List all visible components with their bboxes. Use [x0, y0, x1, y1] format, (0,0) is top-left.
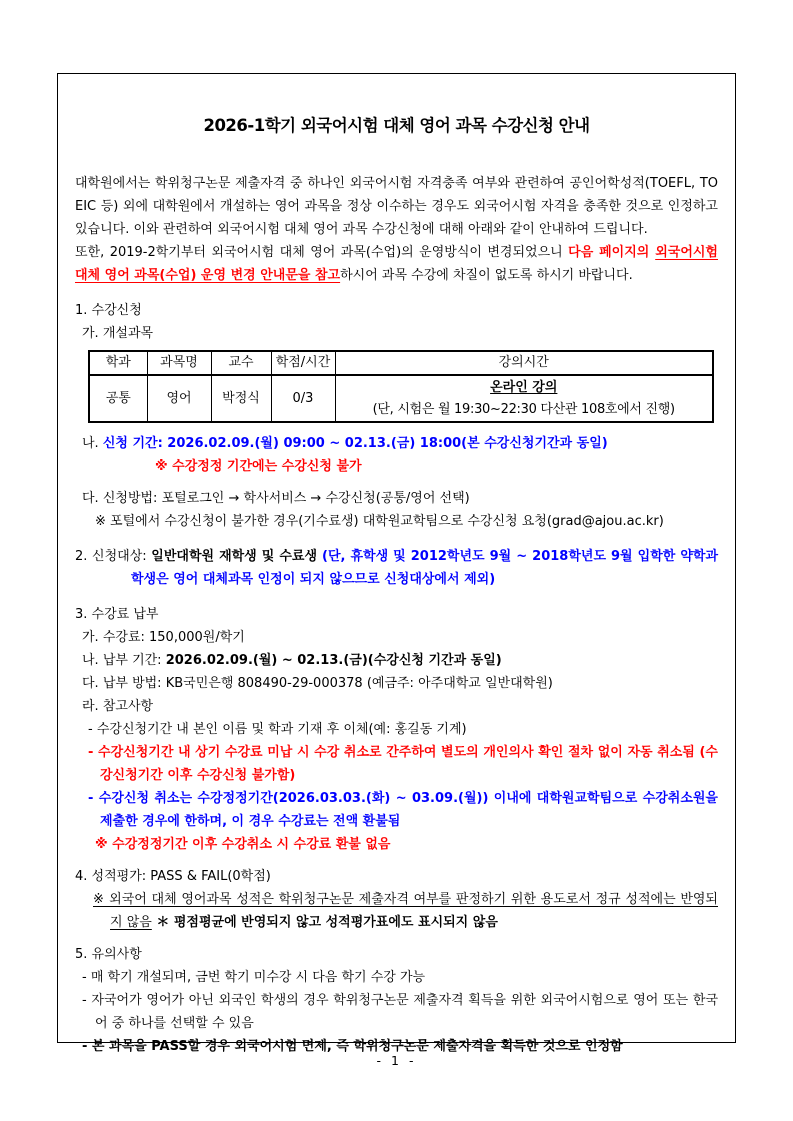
- section4-note-underlined: ※ 외국어 대체 영어과목 성적은 학위청구논문 제출자격 여부를 판정하기 위한 용도로서 정규 성적에는 반영되지 않음: [93, 892, 718, 930]
- section4-note-bold: ＊ 평점평균에 반영되지 않고 성적평가표에도 표시되지 않음: [151, 915, 498, 930]
- section3-note-1: - 수강신청기간 내 본인 이름 및 학과 기재 후 이체(예: 홍길동 기계): [88, 722, 467, 737]
- section3-sub-c: 다. 납부 방법: KB국민은행 808490-29-000378 (예금주: 아주대학교 일반대학원): [82, 676, 553, 691]
- section1-sub-b-label: 나.: [82, 436, 103, 451]
- section2-target: 일반대학원 재학생 및 수료생: [151, 549, 323, 564]
- document-border: [57, 73, 736, 1054]
- col-header-credit-hours: 학점/시간: [271, 351, 335, 375]
- section3-note-3: - 수강신청 취소는 수강정정기간(2026.03.03.(화) ~ 03.09.(월)) 이내에 대학원교학팀으로 수강취소원을 제출한 경우에 한하며, 이 경우 수강료는 전액 환불됨: [88, 791, 718, 829]
- section1-sub-c: 다. 신청방법: 포털로그인 → 학사서비스 → 수강신청(공통/영어 선택): [82, 491, 470, 506]
- intro-paragraph-2-tail: 하시어 과목 수강에 차질이 없도록 하시기 바랍니다.: [340, 268, 633, 283]
- section3-sub-b-label: 나. 납부 기간:: [82, 653, 166, 668]
- section2-exclusion: (단, 휴학생 및 2012학년도 9월 ~ 2018학년도 9월 입학한 약학과 학생은 영어 대체과목 인정이 되지 않으므로 신청대상에서 제외): [131, 549, 718, 587]
- section1-sub-c-note: ※ 포털에서 수강신청이 불가한 경우(기수료생) 대학원교학팀으로 수강신청 요청(grad@ajou.ac.kr): [95, 514, 664, 529]
- cell-credit-hours: 0/3: [271, 375, 335, 422]
- section5-item-1: - 매 학기 개설되며, 금번 학기 미수강 시 다음 학기 수강 가능: [82, 970, 426, 985]
- section4-note: [75, 888, 718, 934]
- section3-note-4: ※ 수강정정기간 이후 수강취소 시 수강료 환불 없음: [95, 837, 391, 852]
- intro-paragraph-2-highlight: 다음 페이지의: [568, 245, 656, 260]
- intro-paragraph-1: 대학원에서는 학위청구논문 제출자격 중 하나인 외국어시험 자격충족 여부와 관련하여 공인어학성적(TOEFL, TOEIC 등) 외에 대학원에서 개설하는 영어 과목을 정상 이수하는 경우도 외국어시험 자격을 충족한 것으로 인정하고 있습니다. 이와 관련하여 외국어시험 대체 영어 과목 수강신청에 대해 아래와 같이 안내하여 드립니다.: [75, 176, 718, 237]
- section2-eligibility: [75, 545, 718, 591]
- lecture-time-main: 온라인 강의: [490, 380, 558, 395]
- section1-heading: 1. 수강신청: [75, 303, 142, 318]
- col-header-department: 학과: [89, 351, 147, 375]
- cell-professor: 박정식: [211, 375, 271, 422]
- section2-prefix: 2. 신청대상:: [75, 549, 152, 564]
- col-header-lecture-time: 강의시간: [335, 351, 713, 375]
- payment-period: 2026.02.09.(월) ~ 02.13.(금)(수강신청 기간과 동일): [165, 653, 502, 668]
- course-table-header-row: [89, 351, 713, 375]
- cell-department: 공통: [89, 375, 147, 422]
- intro-paragraph-2-highlight-underline: 외국어시험 대체 영어 과목(수업) 운영 변경 안내문을 참고: [75, 245, 718, 283]
- document-title: 2026-1학기 외국어시험 대체 영어 과목 수강신청 안내: [203, 116, 590, 135]
- course-table: [88, 350, 714, 423]
- section5-item-3: - 본 과목을 PASS할 경우 외국어시험 면제, 즉 학위청구논문 제출자격을 획득한 것으로 인정함: [82, 1039, 623, 1054]
- intro-paragraph-2-text: 또한, 2019-2학기부터 외국어시험 대체 영어 과목(수업)의 운영방식이 변경되었으니: [75, 245, 569, 260]
- cell-course-name: 영어: [147, 375, 211, 422]
- section4-heading: 4. 성적평가: PASS & FAIL(0학점): [75, 869, 271, 884]
- lecture-time-note: (단, 시험은 월 19:30~22:30 다산관 108호에서 진행): [372, 402, 675, 417]
- application-period: 신청 기간: 2026.02.09.(월) 09:00 ~ 02.13.(금) 18:00(본 수강신청기간과 동일): [102, 436, 608, 451]
- section3-sub-d: 라. 참고사항: [82, 699, 154, 714]
- intro-paragraph-2: [75, 241, 718, 287]
- section3-heading: 3. 수강료 납부: [75, 607, 159, 622]
- page-number: - 1 -: [376, 1053, 417, 1068]
- section5-item-2: - 자국어가 영어가 아닌 외국인 학생의 경우 학위청구논문 제출자격 획득을 위한 외국어시험으로 영어 또는 한국어 중 하나를 선택할 수 있음: [82, 993, 718, 1031]
- cell-lecture-time: [335, 375, 713, 422]
- table-row: [89, 375, 713, 422]
- col-header-course-name: 과목명: [147, 351, 211, 375]
- section3-note-2: - 수강신청기간 내 상기 수강료 미납 시 수강 취소로 간주하여 별도의 개인의사 확인 절차 없이 자동 취소됨 (수강신청기간 이후 수강신청 불가함): [88, 745, 718, 783]
- section5-heading: 5. 유의사항: [75, 947, 142, 962]
- section1-sub-b: [75, 432, 718, 455]
- section1-sub-b-warning: ※ 수강정정 기간에는 수강신청 불가: [155, 459, 362, 474]
- section3-sub-a: 가. 수강료: 150,000원/학기: [82, 630, 245, 645]
- col-header-professor: 교수: [211, 351, 271, 375]
- section3-sub-b: [75, 649, 718, 672]
- section1-sub-a: 가. 개설과목: [82, 326, 154, 341]
